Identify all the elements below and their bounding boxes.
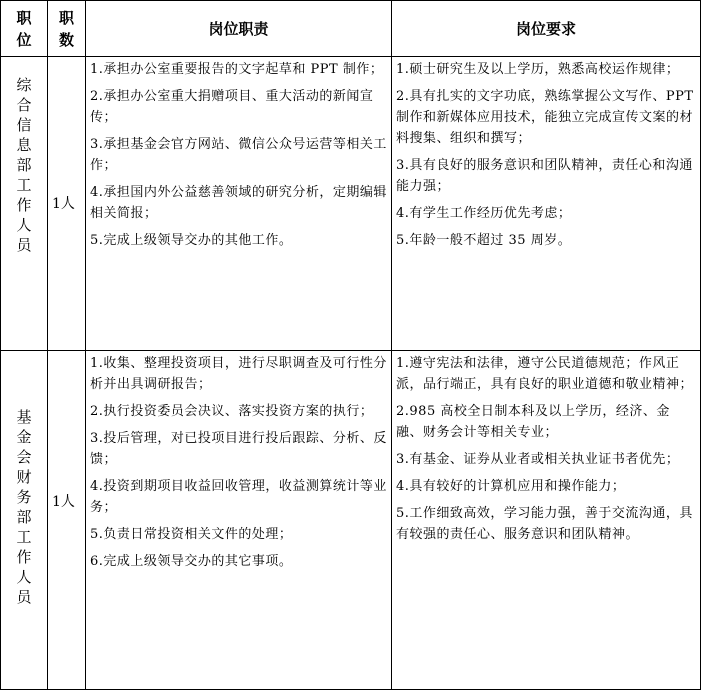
count-value: 1人 — [52, 196, 75, 212]
position-cell — [1, 57, 48, 351]
header-count-label: 职 数 — [58, 8, 74, 49]
list-item: 1.硕士研究生及以上学历，熟悉高校运作规律； — [396, 62, 680, 77]
list-item: 1.承担办公室重要报告的文字起草和 PPT 制作； — [90, 62, 384, 77]
list-item: 4.有学生工作经历优先考虑； — [396, 206, 572, 221]
requirements-cell — [392, 57, 701, 351]
duties-cell — [86, 57, 392, 351]
list-item: 2.执行投资委员会决议、落实投资方案的执行； — [90, 404, 374, 419]
list-item: 1.收集、整理投资项目，进行尽职调查及可行性分析并出具调研报告； — [90, 356, 387, 392]
list-item: 5.年龄一般不超过 35 周岁。 — [396, 233, 572, 248]
header-count — [48, 1, 86, 57]
list-item: 2.承担办公室重大捐赠项目、重大活动的新闻宣传； — [90, 89, 374, 125]
list-item: 5.工作细致高效，学习能力强，善于交流沟通，具有较强的责任心、服务意识和团队精神。 — [396, 506, 693, 542]
requirements-list — [392, 351, 700, 545]
header-position-label: 职 位 — [16, 8, 32, 49]
table-row — [1, 351, 701, 690]
position-name: 基 金 会 财 务 部 工 作 人 员 — [16, 408, 32, 606]
position-name: 综 合 信 息 部 工 作 人 员 — [16, 76, 32, 254]
list-item: 2.具有扎实的文字功底，熟练掌握公文写作、PPT 制作和新媒体应用技术，能独立完成宣传文案的材料搜集、组织和撰写； — [396, 89, 694, 146]
count-cell — [48, 57, 86, 351]
count-value: 1人 — [52, 494, 75, 510]
list-item: 4.投资到期项目收益回收管理，收益测算统计等业务； — [90, 479, 387, 515]
duties-list — [86, 351, 391, 572]
list-item: 3.承担基金会官方网站、微信公众号运营等相关工作； — [90, 137, 387, 173]
list-item: 1.遵守宪法和法律，遵守公民道德规范；作风正派，品行端正，具有良好的职业道德和敬业精神； — [396, 356, 694, 392]
list-item: 4.承担国内外公益慈善领域的研究分析，定期编辑相关简报； — [90, 185, 387, 221]
requirements-list — [392, 57, 700, 251]
list-item: 3.具有良好的服务意识和团队精神，责任心和沟通能力强； — [396, 158, 693, 194]
duties-cell — [86, 351, 392, 690]
count-cell — [48, 351, 86, 690]
header-position — [1, 1, 48, 57]
header-requirements: 岗位要求 — [392, 1, 701, 57]
list-item: 4.具有较好的计算机应用和操作能力； — [396, 479, 626, 494]
header-row — [1, 1, 701, 57]
table-row — [1, 57, 701, 351]
list-item: 3.投后管理，对已投项目进行投后跟踪、分析、反馈； — [90, 431, 387, 467]
position-cell — [1, 351, 48, 690]
list-item: 3.有基金、证券从业者或相关执业证书者优先； — [396, 452, 680, 467]
duties-list — [86, 57, 391, 251]
requirements-cell — [392, 351, 701, 690]
list-item: 2.985 高校全日制本科及以上学历，经济、金融、财务会计等相关专业； — [396, 404, 670, 440]
list-item: 6.完成上级领导交办的其它事项。 — [90, 554, 293, 569]
list-item: 5.完成上级领导交办的其他工作。 — [90, 233, 293, 248]
header-duties: 岗位职责 — [86, 1, 392, 57]
list-item: 5.负责日常投资相关文件的处理； — [90, 527, 293, 542]
